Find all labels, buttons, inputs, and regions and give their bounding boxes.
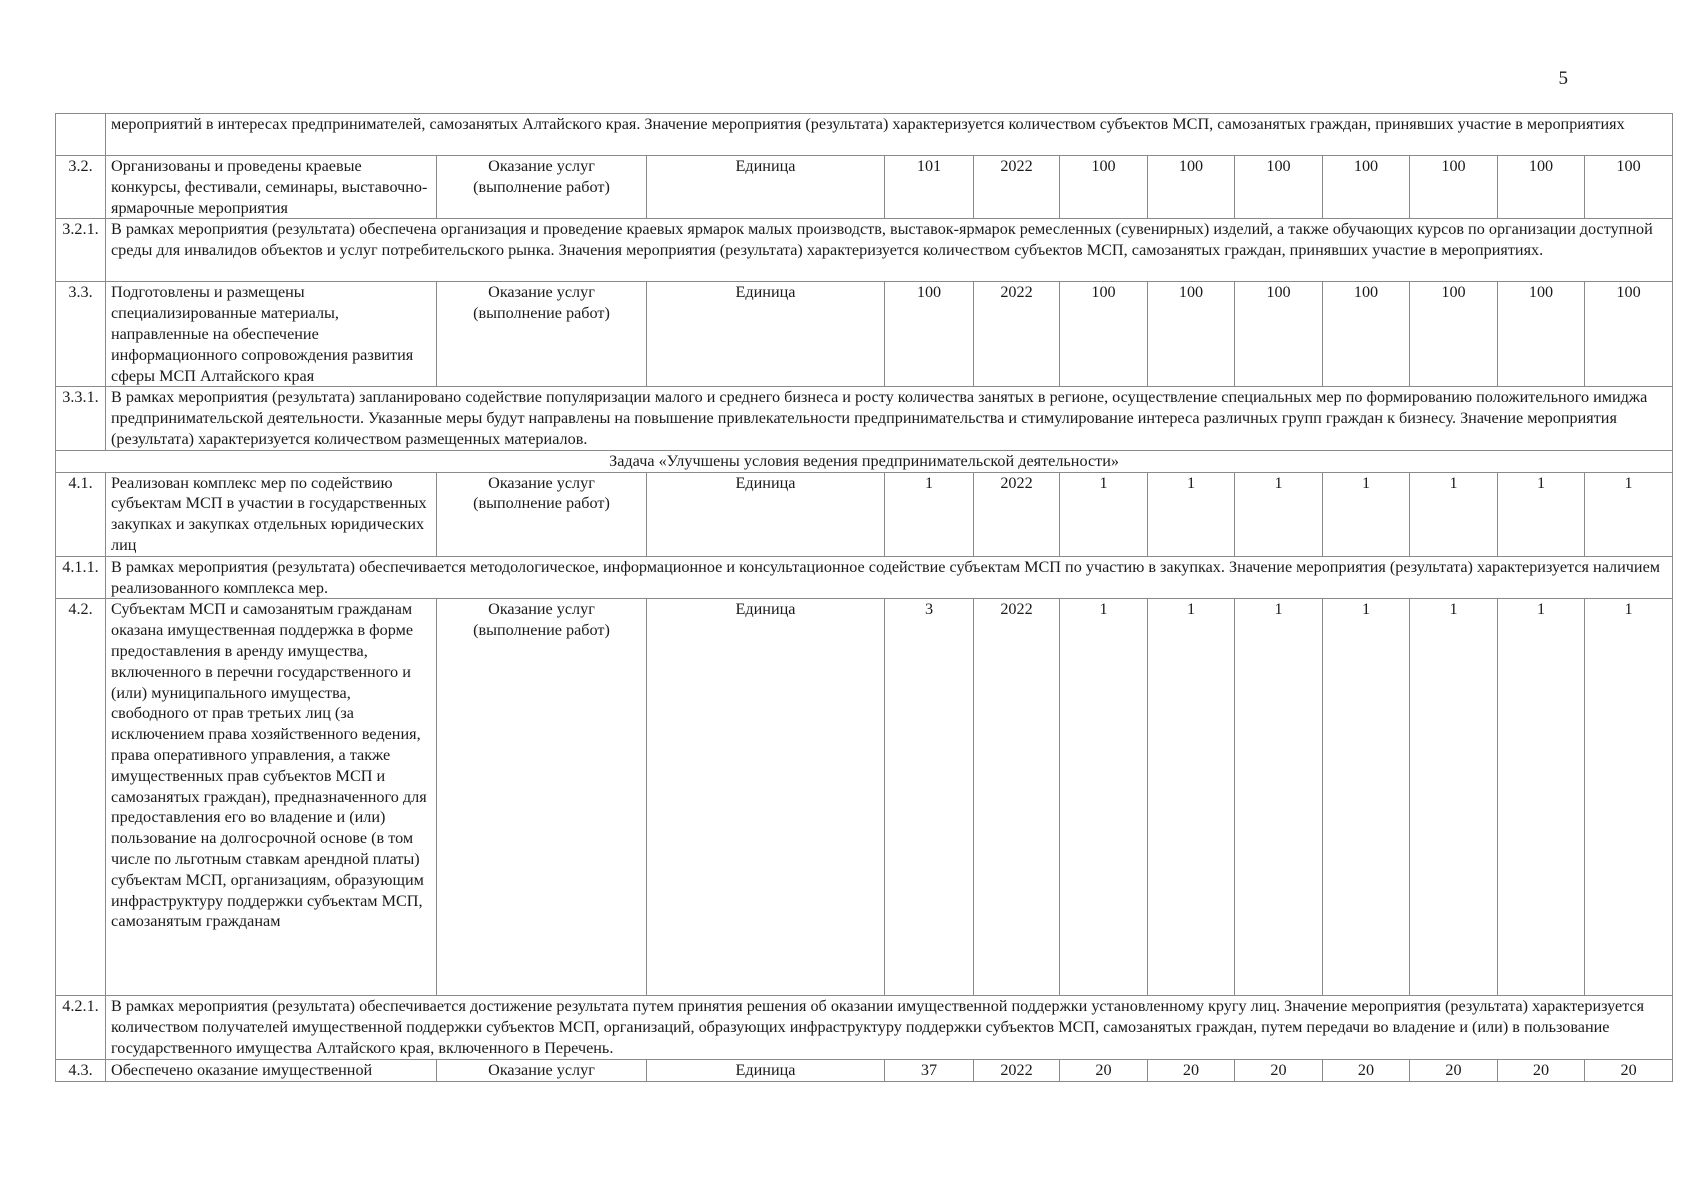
year-value: 1	[1585, 599, 1673, 996]
year-value: 100	[1235, 282, 1323, 387]
year-value: 1	[1148, 472, 1235, 556]
year-value: 100	[1585, 156, 1673, 219]
unit: Единица	[647, 599, 885, 996]
year-value: 20	[1498, 1059, 1585, 1081]
table-row	[56, 219, 1673, 282]
row-description: В рамках мероприятия (результата) обеспечена организация и проведение краевых ярмарок малых производств, выставок-ярмарок ремесленных (сувенирных) изделий, а также обучающих курсов по организации доступной среды для инвалидов объектов и услуг потребительского рынка. Значения мероприятия (результата) характеризуется количеством субъектов МСП, самозанятых граждан, принявших участие в мероприятиях.	[106, 219, 1673, 282]
page-number: 5	[1558, 68, 1568, 89]
year-value: 100	[1585, 282, 1673, 387]
result-name: Подготовлены и размещены специализированные материалы, направленные на обеспечение информационного сопровождения развития сферы МСП Алтайского края	[106, 282, 437, 387]
year-value: 100	[1060, 282, 1148, 387]
result-type: Оказание услуг	[437, 1059, 647, 1081]
unit: Единица	[647, 282, 885, 387]
task-heading: Задача «Улучшены условия ведения предпринимательской деятельности»	[56, 450, 1673, 472]
year-value: 100	[1410, 282, 1498, 387]
table-row	[56, 114, 1673, 156]
year-value: 1	[1323, 599, 1410, 996]
table-row	[56, 996, 1673, 1059]
result-name: Субъектам МСП и самозанятым гражданам оказана имущественная поддержка в форме предоставления в аренду имущества, включенного в перечни государственного и (или) муниципального имущества, свободного от прав третьих лиц (за исключением права хозяйственного ведения, права оперативного управления, а также имущественных прав субъектов МСП и самозанятых граждан), предназначенного для предоставления его во владение и (или) пользование на долгосрочной основе (в том числе по льготным ставкам арендной платы) субъектам МСП, организациям, образующим инфраструктуру поддержки субъектам МСП, самозанятым гражданам	[106, 599, 437, 996]
unit: Единица	[647, 472, 885, 556]
year-value: 1	[1585, 472, 1673, 556]
year-value: 100	[1410, 156, 1498, 219]
year-value: 1	[1410, 599, 1498, 996]
year-value: 1	[1323, 472, 1410, 556]
year-value: 100	[1148, 156, 1235, 219]
base-value: 37	[885, 1059, 974, 1081]
result-type: Оказание услуг (выполнение работ)	[437, 282, 647, 387]
unit: Единица	[647, 1059, 885, 1081]
row-number: 4.1.	[56, 472, 106, 556]
base-year: 2022	[974, 1059, 1060, 1081]
result-type: Оказание услуг (выполнение работ)	[437, 472, 647, 556]
year-value: 100	[1498, 156, 1585, 219]
year-value: 100	[1148, 282, 1235, 387]
year-value: 100	[1235, 156, 1323, 219]
year-value: 20	[1060, 1059, 1148, 1081]
row-number: 3.3.	[56, 282, 106, 387]
row-description: В рамках мероприятия (результата) запланировано содействие популяризации малого и среднего бизнеса и росту количества занятых в регионе, осуществление специальных мер по формированию положительного имиджа предпринимательской деятельности. Указанные меры будут направлены на повышение привлекательности предпринимательства и стимулирование интереса различных групп граждан к бизнесу. Значение мероприятия (результата) характеризуется количеством размещенных материалов.	[106, 387, 1673, 450]
base-year: 2022	[974, 599, 1060, 996]
table-row	[56, 599, 1673, 996]
year-value: 20	[1323, 1059, 1410, 1081]
row-description: В рамках мероприятия (результата) обеспечивается методологическое, информационное и консультационное содействие субъектам МСП по участию в закупках. Значение мероприятия (результата) характеризуется наличием реализованного комплекса мер.	[106, 556, 1673, 599]
result-type: Оказание услуг (выполнение работ)	[437, 156, 647, 219]
table-row	[56, 450, 1673, 472]
row-description: В рамках мероприятия (результата) обеспечивается достижение результата путем принятия решения об оказании имущественной поддержки установленному кругу лиц. Значение мероприятия (результата) характеризуется количеством получателей имущественной поддержки субъектов МСП, организаций, образующих инфраструктуру поддержки субъектов МСП, самозанятых граждан, путем передачи во владение и (или) в пользование государственного имущества Алтайского края, включенного в Перечень.	[106, 996, 1673, 1059]
year-value: 1	[1060, 472, 1148, 556]
year-value: 1	[1410, 472, 1498, 556]
year-value: 100	[1323, 282, 1410, 387]
row-number: 3.2.	[56, 156, 106, 219]
year-value: 1	[1060, 599, 1148, 996]
row-number: 3.2.1.	[56, 219, 106, 282]
year-value: 100	[1498, 282, 1585, 387]
base-year: 2022	[974, 156, 1060, 219]
year-value: 20	[1148, 1059, 1235, 1081]
row-number: 4.2.	[56, 599, 106, 996]
result-name: Обеспечено оказание имущественной	[106, 1059, 437, 1081]
row-number	[56, 114, 106, 156]
result-type: Оказание услуг (выполнение работ)	[437, 599, 647, 996]
year-value: 1	[1498, 599, 1585, 996]
year-value: 20	[1585, 1059, 1673, 1081]
base-year: 2022	[974, 472, 1060, 556]
row-number: 3.3.1.	[56, 387, 106, 450]
table-row	[56, 156, 1673, 219]
table-row	[56, 387, 1673, 450]
year-value: 100	[1060, 156, 1148, 219]
year-value: 20	[1235, 1059, 1323, 1081]
result-name: Организованы и проведены краевые конкурсы, фестивали, семинары, выставочно-ярмарочные мероприятия	[106, 156, 437, 219]
row-number: 4.2.1.	[56, 996, 106, 1059]
table-row	[56, 472, 1673, 556]
base-year: 2022	[974, 282, 1060, 387]
table-row	[56, 1059, 1673, 1081]
year-value: 1	[1498, 472, 1585, 556]
unit: Единица	[647, 156, 885, 219]
table-row	[56, 556, 1673, 599]
result-name: Реализован комплекс мер по содействию субъектам МСП в участии в государственных закупках и закупках отдельных юридических лиц	[106, 472, 437, 556]
row-description: мероприятий в интересах предпринимателей, самозанятых Алтайского края. Значение мероприятия (результата) характеризуется количеством субъектов МСП, самозанятых граждан, принявших участие в мероприятиях	[106, 114, 1673, 156]
row-number: 4.1.1.	[56, 556, 106, 599]
row-number: 4.3.	[56, 1059, 106, 1081]
results-table	[55, 113, 1673, 1082]
base-value: 100	[885, 282, 974, 387]
base-value: 3	[885, 599, 974, 996]
base-value: 1	[885, 472, 974, 556]
year-value: 1	[1148, 599, 1235, 996]
base-value: 101	[885, 156, 974, 219]
year-value: 1	[1235, 599, 1323, 996]
year-value: 100	[1323, 156, 1410, 219]
table-row	[56, 282, 1673, 387]
year-value: 20	[1410, 1059, 1498, 1081]
year-value: 1	[1235, 472, 1323, 556]
